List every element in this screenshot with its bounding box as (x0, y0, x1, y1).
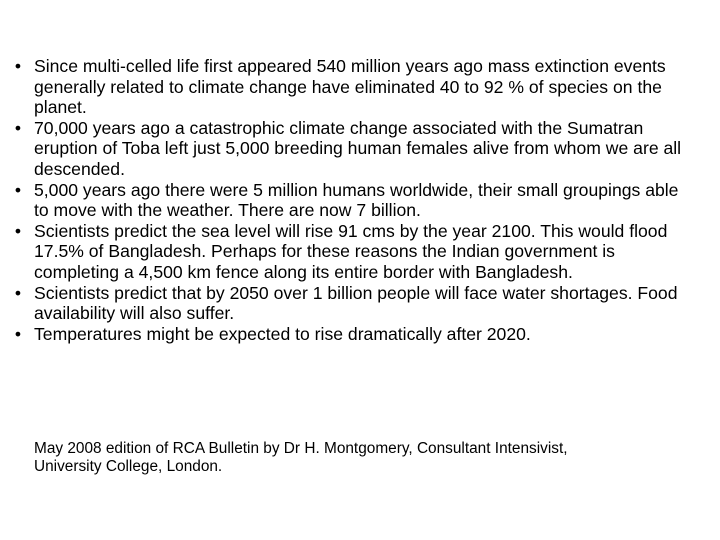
bullet-icon: • (14, 282, 22, 303)
list-item (8, 56, 698, 118)
citation: May 2008 edition of RCA Bulletin by Dr H. Montgomery, Consultant Intensivist, University College, London. (34, 440, 568, 475)
list-item (8, 221, 698, 283)
list-item (8, 283, 698, 324)
bullet-text: 5,000 years ago there were 5 million humans worldwide, their small groupings able to move with the weather. There are now 7 billion. (34, 179, 679, 221)
list-item (8, 118, 698, 180)
bullet-text: Scientists predict the sea level will rise 91 cms by the year 2100. This would flood 17.5% of Bangladesh. Perhaps for these reasons the Indian government is completing a 4,500 km fence along its entire border with Bangladesh. (34, 220, 668, 282)
bullet-icon: • (14, 220, 22, 241)
bullet-text: Since multi-celled life first appeared 540 million years ago mass extinction events generally related to climate change have eliminated 40 to 92 % of species on the planet. (34, 56, 666, 118)
list-item (8, 180, 698, 221)
bullet-icon: • (14, 117, 22, 138)
bullet-icon: • (14, 56, 22, 76)
bullet-icon: • (14, 179, 22, 200)
bullet-text: Scientists predict that by 2050 over 1 billion people will face water shortages. Food availability will also suffer. (34, 282, 678, 324)
bullet-icon: • (14, 323, 22, 344)
bullet-text: 70,000 years ago a catastrophic climate change associated with the Sumatran eruption of Toba left just 5,000 breeding human females alive from whom we are all descended. (34, 117, 682, 179)
list-item (8, 324, 698, 345)
bullet-list (8, 56, 698, 344)
bullet-text: Temperatures might be expected to rise dramatically after 2020. (34, 323, 531, 344)
